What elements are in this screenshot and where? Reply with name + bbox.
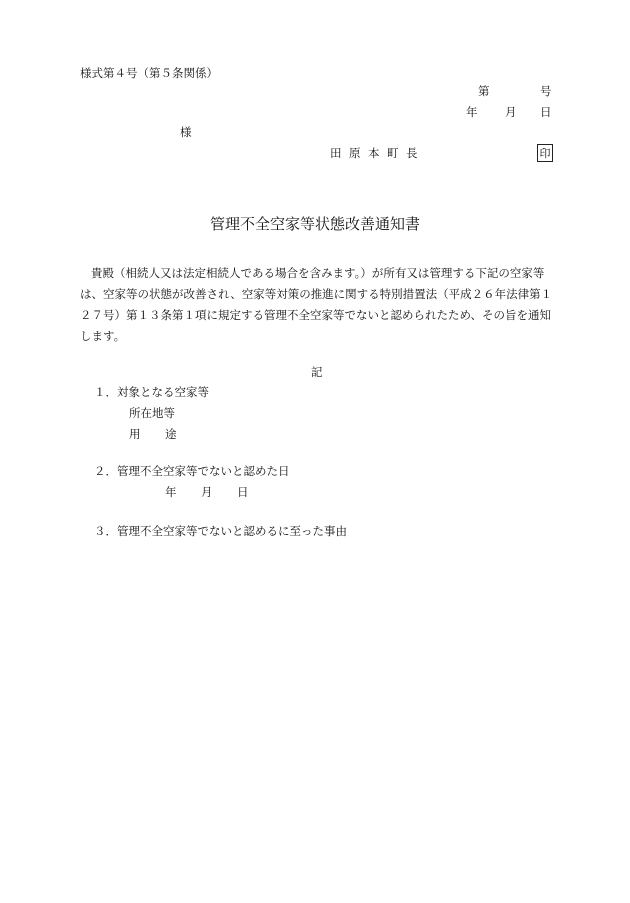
recognized-date-month: 月 <box>201 485 213 499</box>
item-2-heading: ２．管理不全空家等でないと認めた日 <box>94 464 290 478</box>
form-number-label: 様式第４号（第５条関係） <box>80 66 218 80</box>
document-number-prefix: 第 <box>478 84 490 98</box>
recognized-date-day: 日 <box>237 485 249 499</box>
seal-mark: 印 <box>537 144 553 162</box>
ki-heading: 記 <box>311 365 323 379</box>
issue-date-day: 日 <box>540 105 552 119</box>
use-label-second: 途 <box>165 427 177 441</box>
recognized-date-year: 年 <box>165 485 177 499</box>
notice-body: 貴殿（相続人又は法定相続人である場合を含みます。）が所有又は管理する下記の空家等は、空家等の状態が改善され、空家等対策の推進に関する特別措置法（平成２６年法律第１２７号）第１３条第１項に規定する管理不全空家等でないと認められたため、その旨を通知します。 <box>80 266 553 343</box>
issue-date-year: 年 <box>466 105 478 119</box>
issue-date-month: 月 <box>505 105 517 119</box>
location-label: 所在地等 <box>129 406 175 420</box>
use-label-first: 用 <box>129 427 141 441</box>
item-1-heading: １．対象となる空家等 <box>94 385 209 399</box>
document-title: 管理不全空家等状態改善通知書 <box>209 215 420 233</box>
addressee-honorific: 様 <box>180 125 192 139</box>
document-number-suffix: 号 <box>540 84 552 98</box>
item-3-heading: ３．管理不全空家等でないと認めるに至った事由 <box>94 524 347 538</box>
sender-title: 田原本町長 <box>330 146 425 160</box>
